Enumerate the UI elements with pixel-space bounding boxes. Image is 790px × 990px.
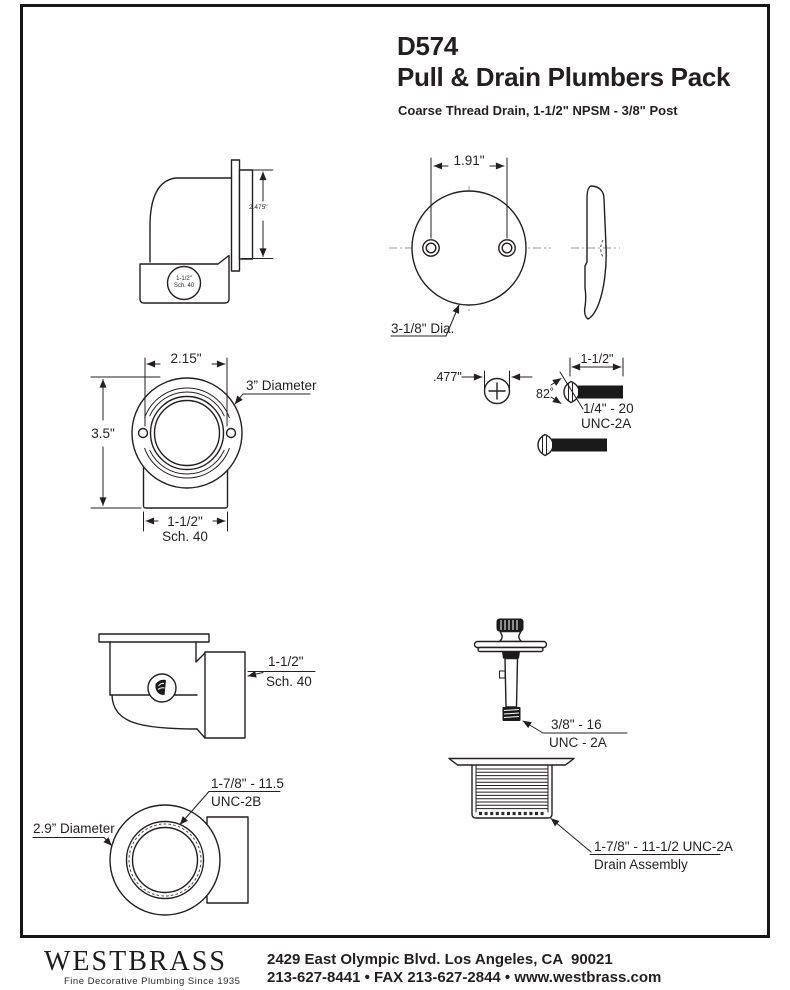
screw-thread-spec-line2: UNC-2A	[581, 416, 632, 431]
flange-height-label: 3.5"	[91, 426, 115, 441]
brand-tagline: Fine Decorative Plumbing Since 1935	[64, 976, 241, 987]
faceplate-hole-spacing-label: 1.91"	[453, 153, 485, 168]
shoe-diameter-label: 2.9” Diameter	[33, 821, 115, 836]
elbow-pipe-schedule-label: Sch. 40	[173, 283, 195, 289]
screw-head-diameter-label: .477"	[433, 370, 462, 384]
product-title: Pull & Drain Plumbers Pack	[397, 62, 731, 92]
shoe-thread-spec-line2: UNC-2B	[211, 794, 262, 809]
drain-shoe-top-view	[33, 792, 280, 916]
footer-address: 2429 East Olympic Blvd. Los Angeles, CA 90021	[267, 951, 613, 968]
tee-outlet-size-label: 1-1/2"	[268, 654, 304, 669]
faceplate-front-view	[389, 158, 551, 336]
product-subtitle: Coarse Thread Drain, 1-1/2" NPSM - 3/8" Post	[398, 103, 678, 118]
brand-logo: WESTBRASS	[44, 946, 227, 977]
stopper-thread-spec-line1: 3/8" - 16	[551, 717, 602, 732]
faceplate-diameter-label: 3-1/8" Dia.	[391, 321, 455, 336]
elbow-pipe-size-label: 1-1/2"	[176, 275, 192, 282]
flange-outlet-size-label: 1-1/2"	[167, 514, 203, 529]
footer-contact: 213-627-8441 • FAX 213-627-2844 • www.westbrass.com	[267, 969, 662, 986]
tee-outlet-schedule-label: Sch. 40	[266, 674, 312, 689]
drain-body-name-label: Drain Assembly	[594, 857, 688, 872]
screw-length-label: 1-1/2"	[580, 352, 614, 366]
faceplate-side-profile	[571, 186, 620, 319]
overflow-elbow-side-view	[140, 160, 273, 303]
shoe-thread-spec-line1: 1-7/8" - 11.5	[211, 776, 284, 791]
stopper-assembly-view	[475, 619, 628, 734]
flange-outlet-schedule-label: Sch. 40	[162, 529, 208, 544]
screw-thread-spec-line1: 1/4" - 20	[583, 401, 634, 416]
model-number: D574	[397, 31, 458, 61]
screw-head-angle-label: 82˚	[536, 387, 555, 401]
flange-slot-spacing-label: 2.15"	[170, 351, 202, 366]
flange-diameter-label: 3” Diameter	[246, 378, 317, 393]
stopper-thread-spec-line2: UNC - 2A	[549, 735, 607, 750]
elbow-height-dim-label: 2.475"	[249, 204, 268, 211]
drain-body-thread-spec-label: 1-7/8" - 11-1/2 UNC-2A	[594, 839, 733, 854]
